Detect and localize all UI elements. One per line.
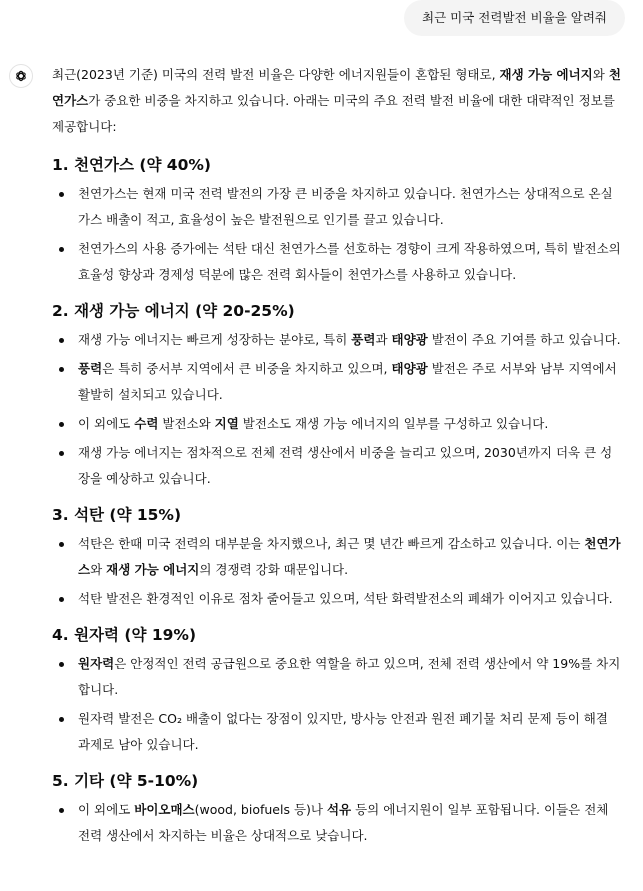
openai-logo-icon xyxy=(9,64,33,88)
list-item-text: 재생 가능 에너지는 빠르게 성장하는 분야로, 특히 xyxy=(78,332,352,347)
list-item-bold: 태양광 xyxy=(391,361,428,376)
list-item xyxy=(52,181,622,233)
user-message-text: 최근 미국 전력발전 비율을 알려줘 xyxy=(422,10,607,25)
list-item xyxy=(52,531,622,583)
intro-text: 가 중요한 비중을 차지하고 있습니다. 아래는 미국의 주요 전력 발전 비율에 대한 대략적인 정보를 제공합니다: xyxy=(52,93,615,134)
section-list-nuclear xyxy=(52,651,622,758)
list-item-bold: 원자력 xyxy=(78,656,115,671)
list-item-bold: 재생 가능 에너지 xyxy=(106,562,200,577)
list-item-text: 원자력 발전은 CO₂ 배출이 없다는 장점이 있지만, 방사능 안전과 원전 폐기물 처리 문제 등이 해결 과제로 남아 있습니다. xyxy=(78,711,608,752)
list-item-text: 발전은 주로 서부와 남부 지역에서 활발히 설치되고 있습니다. xyxy=(78,361,617,402)
list-item xyxy=(52,236,622,288)
list-item xyxy=(52,411,622,437)
list-item-bold: 수력 xyxy=(134,416,159,431)
list-item-text: 발전소와 xyxy=(158,416,215,431)
list-item xyxy=(52,356,622,408)
list-item-text: (wood, biofuels 등)나 xyxy=(194,802,327,817)
list-item-bold: 석유 xyxy=(326,802,352,817)
section-list-renewable xyxy=(52,327,622,492)
intro-paragraph xyxy=(52,62,622,140)
intro-text: 와 xyxy=(592,67,609,82)
list-item-text: 이 외에도 xyxy=(78,802,135,817)
list-item-text: 천연가스의 사용 증가에는 석탄 대신 천연가스를 선호하는 경향이 크게 작용하였으며, 특히 발전소의 효율성 향상과 경제성 덕분에 많은 전력 회사들이 천연가스를 사용하고 있습니다. xyxy=(78,241,621,282)
list-item-text: 등의 에너지원이 일부 포함됩니다. 이들은 전체 전력 생산에서 차지하는 비율은 상대적으로 낮습니다. xyxy=(78,802,609,843)
intro-bold-gas: 천연가스 xyxy=(52,67,621,108)
list-item-text: 발전이 주요 기여를 하고 있습니다. xyxy=(427,332,621,347)
list-item xyxy=(52,797,622,849)
list-item xyxy=(52,327,622,353)
section-list-natural-gas xyxy=(52,181,622,288)
section-title-other: 5. 기타 (약 5-10%) xyxy=(52,772,199,790)
list-item-text: 석탄 발전은 환경적인 이유로 점차 줄어들고 있으며, 석탄 화력발전소의 폐쇄가 이어지고 있습니다. xyxy=(78,591,613,606)
list-item xyxy=(52,440,622,492)
list-item-text: 발전소도 재생 가능 에너지의 일부를 구성하고 있습니다. xyxy=(238,416,549,431)
user-message-bubble xyxy=(404,0,625,36)
list-item-bold: 풍력 xyxy=(78,361,103,376)
list-item xyxy=(52,651,622,703)
section-title-coal: 3. 석탄 (약 15%) xyxy=(52,506,182,524)
section-title-nuclear: 4. 원자력 (약 19%) xyxy=(52,626,197,644)
list-item-bold: 바이오매스 xyxy=(134,802,195,817)
list-item-text: 의 경쟁력 강화 때문입니다. xyxy=(199,562,349,577)
list-item-bold: 풍력 xyxy=(351,332,376,347)
intro-text: 최근(2023년 기준) 미국의 전력 발전 비율은 다양한 에너지원들이 혼합된 형태로, xyxy=(52,67,500,82)
list-item-text: 은 특히 중서부 지역에서 큰 비중을 차지하고 있으며, xyxy=(102,361,392,376)
list-item-bold: 지열 xyxy=(214,416,239,431)
list-item-text: 은 안정적인 전력 공급원으로 중요한 역할을 하고 있으며, 전체 전력 생산에서 약 19%를 차지합니다. xyxy=(78,656,621,697)
list-item-bold: 천연가스 xyxy=(78,536,621,577)
section-title-renewable: 2. 재생 가능 에너지 (약 20-25%) xyxy=(52,302,295,320)
list-item-text: 석탄은 한때 미국 전력의 대부분을 차지했으나, 최근 몇 년간 빠르게 감소하고 있습니다. 이는 xyxy=(78,536,585,551)
section-list-coal xyxy=(52,531,622,612)
list-item-text: 이 외에도 xyxy=(78,416,135,431)
list-item-text: 재생 가능 에너지는 점차적으로 전체 전력 생산에서 비중을 늘리고 있으며, 2030년까지 더욱 큰 성장을 예상하고 있습니다. xyxy=(78,445,613,486)
list-item xyxy=(52,706,622,758)
section-list-other xyxy=(52,797,622,849)
list-item-text: 와 xyxy=(90,562,107,577)
intro-bold-renewable: 재생 가능 에너지 xyxy=(499,67,593,82)
list-item-text: 과 xyxy=(375,332,392,347)
list-item-text: 천연가스는 현재 미국 전력 발전의 가장 큰 비중을 차지하고 있습니다. 천연가스는 상대적으로 온실가스 배출이 적고, 효율성이 높은 발전원으로 인기를 끌고 있습니다. xyxy=(78,186,613,227)
assistant-message xyxy=(52,62,622,849)
section-title-natural-gas: 1. 천연가스 (약 40%) xyxy=(52,156,211,174)
list-item-bold: 태양광 xyxy=(391,332,428,347)
list-item xyxy=(52,586,622,612)
